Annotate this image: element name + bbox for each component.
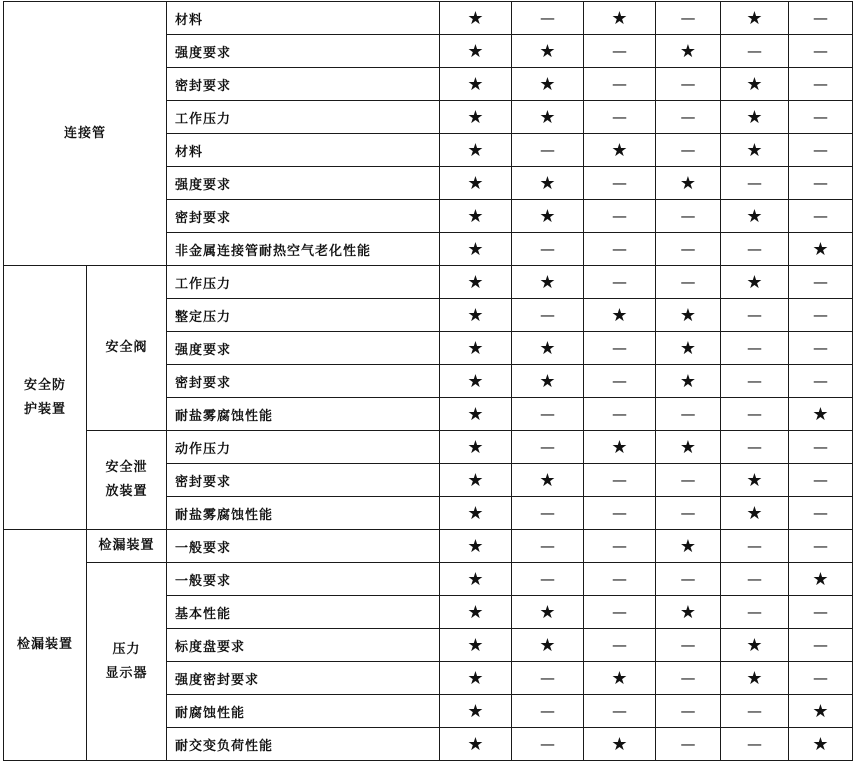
- dash-mark: —: [789, 365, 853, 398]
- dash-mark: —: [721, 530, 789, 563]
- subgroup-label: 检漏装置: [87, 530, 167, 563]
- dash-mark: —: [721, 728, 789, 761]
- star-mark: ★: [440, 662, 512, 695]
- star-mark: ★: [440, 596, 512, 629]
- dash-mark: —: [512, 134, 584, 167]
- dash-mark: —: [789, 134, 853, 167]
- item-name: 一般要求: [167, 530, 440, 563]
- star-mark: ★: [789, 695, 853, 728]
- star-mark: ★: [789, 563, 853, 596]
- dash-mark: —: [789, 299, 853, 332]
- item-name: 工作压力: [167, 101, 440, 134]
- dash-mark: —: [656, 398, 721, 431]
- dash-mark: —: [789, 2, 853, 35]
- star-mark: ★: [584, 431, 656, 464]
- dash-mark: —: [584, 365, 656, 398]
- star-mark: ★: [440, 728, 512, 761]
- star-mark: ★: [440, 233, 512, 266]
- star-mark: ★: [584, 2, 656, 35]
- dash-mark: —: [656, 2, 721, 35]
- item-name: 材料: [167, 2, 440, 35]
- star-mark: ★: [789, 233, 853, 266]
- star-mark: ★: [721, 464, 789, 497]
- item-name: 工作压力: [167, 266, 440, 299]
- dash-mark: —: [656, 728, 721, 761]
- dash-mark: —: [512, 497, 584, 530]
- dash-mark: —: [512, 299, 584, 332]
- dash-mark: —: [721, 695, 789, 728]
- star-mark: ★: [656, 167, 721, 200]
- star-mark: ★: [656, 530, 721, 563]
- star-mark: ★: [512, 596, 584, 629]
- star-mark: ★: [721, 2, 789, 35]
- table-row: [4, 530, 853, 563]
- star-mark: ★: [440, 629, 512, 662]
- dash-mark: —: [789, 629, 853, 662]
- item-name: 材料: [167, 134, 440, 167]
- dash-mark: —: [721, 299, 789, 332]
- star-mark: ★: [440, 35, 512, 68]
- item-name: 非金属连接管耐热空气老化性能: [167, 233, 440, 266]
- dash-mark: —: [789, 464, 853, 497]
- inspection-items-table: [3, 1, 853, 761]
- star-mark: ★: [656, 332, 721, 365]
- star-mark: ★: [440, 365, 512, 398]
- star-mark: ★: [512, 101, 584, 134]
- dash-mark: —: [721, 233, 789, 266]
- star-mark: ★: [656, 365, 721, 398]
- dash-mark: —: [512, 530, 584, 563]
- star-mark: ★: [789, 728, 853, 761]
- dash-mark: —: [584, 629, 656, 662]
- dash-mark: —: [789, 200, 853, 233]
- dash-mark: —: [656, 464, 721, 497]
- dash-mark: —: [512, 2, 584, 35]
- dash-mark: —: [584, 464, 656, 497]
- star-mark: ★: [656, 35, 721, 68]
- star-mark: ★: [656, 431, 721, 464]
- star-mark: ★: [721, 134, 789, 167]
- star-mark: ★: [721, 662, 789, 695]
- subgroup-label: 安全阀: [87, 266, 167, 431]
- star-mark: ★: [721, 101, 789, 134]
- item-name: 密封要求: [167, 464, 440, 497]
- dash-mark: —: [721, 365, 789, 398]
- star-mark: ★: [584, 662, 656, 695]
- dash-mark: —: [512, 233, 584, 266]
- star-mark: ★: [512, 35, 584, 68]
- item-name: 耐盐雾腐蚀性能: [167, 497, 440, 530]
- dash-mark: —: [721, 332, 789, 365]
- dash-mark: —: [789, 497, 853, 530]
- star-mark: ★: [440, 167, 512, 200]
- star-mark: ★: [721, 266, 789, 299]
- star-mark: ★: [584, 134, 656, 167]
- dash-mark: —: [656, 101, 721, 134]
- star-mark: ★: [440, 431, 512, 464]
- star-mark: ★: [440, 2, 512, 35]
- dash-mark: —: [512, 695, 584, 728]
- dash-mark: —: [721, 35, 789, 68]
- star-mark: ★: [440, 530, 512, 563]
- star-mark: ★: [512, 68, 584, 101]
- item-name: 耐腐蚀性能: [167, 695, 440, 728]
- dash-mark: —: [721, 596, 789, 629]
- dash-mark: —: [789, 662, 853, 695]
- dash-mark: —: [721, 167, 789, 200]
- dash-mark: —: [656, 200, 721, 233]
- dash-mark: —: [656, 695, 721, 728]
- star-mark: ★: [440, 299, 512, 332]
- dash-mark: —: [789, 530, 853, 563]
- dash-mark: —: [512, 728, 584, 761]
- dash-mark: —: [721, 431, 789, 464]
- star-mark: ★: [789, 398, 853, 431]
- group-label: 安全防 护装置: [4, 266, 87, 530]
- star-mark: ★: [440, 332, 512, 365]
- item-name: 基本性能: [167, 596, 440, 629]
- star-mark: ★: [721, 68, 789, 101]
- dash-mark: —: [656, 233, 721, 266]
- item-name: 强度密封要求: [167, 662, 440, 695]
- item-name: 密封要求: [167, 68, 440, 101]
- table-row: [4, 563, 853, 596]
- item-name: 强度要求: [167, 332, 440, 365]
- star-mark: ★: [440, 563, 512, 596]
- item-name: 耐交变负荷性能: [167, 728, 440, 761]
- dash-mark: —: [656, 629, 721, 662]
- dash-mark: —: [584, 332, 656, 365]
- star-mark: ★: [440, 200, 512, 233]
- item-name: 动作压力: [167, 431, 440, 464]
- item-name: 一般要求: [167, 563, 440, 596]
- dash-mark: —: [789, 101, 853, 134]
- dash-mark: —: [656, 68, 721, 101]
- table-body: [4, 2, 853, 761]
- star-mark: ★: [440, 464, 512, 497]
- item-name: 强度要求: [167, 35, 440, 68]
- table-row: [4, 431, 853, 464]
- star-mark: ★: [440, 68, 512, 101]
- star-mark: ★: [512, 332, 584, 365]
- dash-mark: —: [584, 233, 656, 266]
- item-name: 密封要求: [167, 200, 440, 233]
- dash-mark: —: [584, 35, 656, 68]
- star-mark: ★: [656, 299, 721, 332]
- star-mark: ★: [721, 629, 789, 662]
- star-mark: ★: [440, 497, 512, 530]
- star-mark: ★: [512, 167, 584, 200]
- dash-mark: —: [789, 68, 853, 101]
- dash-mark: —: [584, 266, 656, 299]
- star-mark: ★: [512, 464, 584, 497]
- star-mark: ★: [512, 200, 584, 233]
- dash-mark: —: [512, 662, 584, 695]
- star-mark: ★: [656, 596, 721, 629]
- dash-mark: —: [584, 398, 656, 431]
- dash-mark: —: [656, 563, 721, 596]
- subgroup-label: 压力 显示器: [87, 563, 167, 761]
- dash-mark: —: [584, 68, 656, 101]
- group-label: 检漏装置: [4, 530, 87, 761]
- star-mark: ★: [721, 200, 789, 233]
- group-label: 连接管: [4, 2, 167, 266]
- dash-mark: —: [584, 497, 656, 530]
- dash-mark: —: [584, 167, 656, 200]
- dash-mark: —: [584, 695, 656, 728]
- item-name: 整定压力: [167, 299, 440, 332]
- dash-mark: —: [512, 398, 584, 431]
- star-mark: ★: [440, 101, 512, 134]
- dash-mark: —: [584, 530, 656, 563]
- star-mark: ★: [584, 299, 656, 332]
- dash-mark: —: [584, 563, 656, 596]
- item-name: 标度盘要求: [167, 629, 440, 662]
- star-mark: ★: [721, 497, 789, 530]
- star-mark: ★: [512, 266, 584, 299]
- star-mark: ★: [440, 398, 512, 431]
- dash-mark: —: [789, 167, 853, 200]
- table-row: [4, 2, 853, 35]
- star-mark: ★: [440, 266, 512, 299]
- dash-mark: —: [584, 596, 656, 629]
- dash-mark: —: [789, 431, 853, 464]
- dash-mark: —: [721, 398, 789, 431]
- item-name: 强度要求: [167, 167, 440, 200]
- dash-mark: —: [721, 563, 789, 596]
- dash-mark: —: [584, 200, 656, 233]
- dash-mark: —: [656, 662, 721, 695]
- dash-mark: —: [512, 431, 584, 464]
- dash-mark: —: [584, 101, 656, 134]
- table-row: [4, 266, 853, 299]
- star-mark: ★: [512, 629, 584, 662]
- subgroup-label: 安全泄 放装置: [87, 431, 167, 530]
- star-mark: ★: [440, 134, 512, 167]
- dash-mark: —: [656, 134, 721, 167]
- item-name: 密封要求: [167, 365, 440, 398]
- dash-mark: —: [789, 266, 853, 299]
- star-mark: ★: [440, 695, 512, 728]
- item-name: 耐盐雾腐蚀性能: [167, 398, 440, 431]
- dash-mark: —: [789, 35, 853, 68]
- dash-mark: —: [656, 266, 721, 299]
- star-mark: ★: [512, 365, 584, 398]
- dash-mark: —: [656, 497, 721, 530]
- dash-mark: —: [512, 563, 584, 596]
- dash-mark: —: [789, 332, 853, 365]
- star-mark: ★: [584, 728, 656, 761]
- dash-mark: —: [789, 596, 853, 629]
